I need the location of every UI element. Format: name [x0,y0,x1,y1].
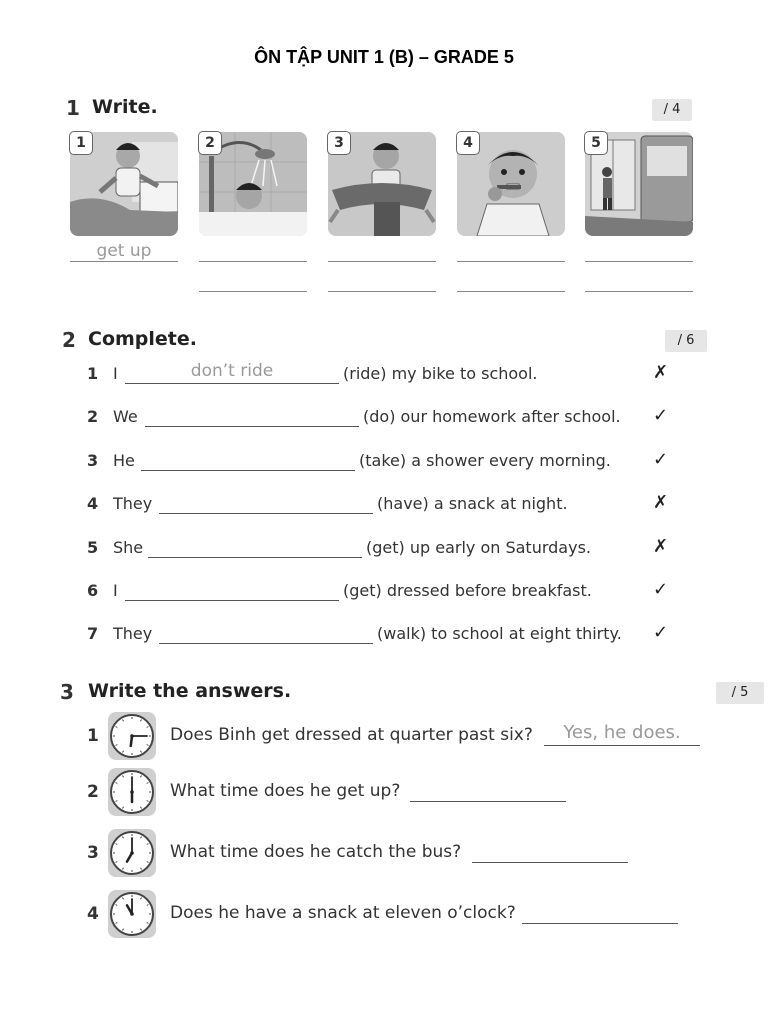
clock-quarter-past-six-icon [108,712,156,760]
section1-score: / 4 [652,99,692,121]
answer-line[interactable] [199,291,307,292]
picture-1-answer: get up [96,241,152,261]
tick-mark: ✓ [653,449,669,470]
row-number: 3 [87,843,99,863]
cross-mark: ✗ [653,362,669,383]
row-text: (walk) to school at eight thirty. [377,624,622,643]
row-subject: I [113,364,118,383]
cross-mark: ✗ [653,536,669,557]
row-subject: They [113,624,153,643]
row-text: (do) our homework after school. [363,407,621,426]
row-number: 4 [87,904,99,924]
section1-heading: Write. [92,96,158,118]
picture-number: 1 [69,131,93,155]
section3-score: / 5 [716,682,764,704]
picture-2 [199,132,307,236]
tick-mark: ✓ [653,579,669,600]
section3-number: 3 [60,680,74,704]
complete-row [0,451,768,477]
question-text: What time does he catch the bus? [170,842,462,862]
question-answer: Yes, he does. [563,722,681,743]
complete-row [0,361,768,390]
section2-heading: Complete. [88,328,197,350]
answer-line[interactable] [328,261,436,262]
page-title: ÔN TẬP UNIT 1 (B) – GRADE 5 [254,47,514,67]
row-number: 4 [87,494,99,513]
question-text: What time does he get up? [170,781,401,801]
answer-blank[interactable] [141,470,355,471]
answer-blank[interactable] [544,745,700,746]
section1-number: 1 [66,96,80,120]
answer-line[interactable] [199,261,307,262]
answer-line[interactable] [457,291,565,292]
answer-blank[interactable] [125,383,339,384]
complete-row [0,538,768,564]
picture-3 [328,132,436,236]
section3-heading: Write the answers. [88,680,292,702]
picture-4 [457,132,565,236]
answer-blank[interactable] [125,600,339,601]
row-number: 3 [87,451,99,470]
row-number: 7 [87,624,99,643]
row-number: 1 [87,726,99,746]
row-subject: They [113,494,153,513]
answer-blank[interactable] [472,862,628,863]
complete-row [0,624,768,650]
row-subject: I [113,581,118,600]
picture-1 [70,132,178,236]
answer-row [0,829,768,881]
question-text: Does Binh get dressed at quarter past six? [170,725,533,745]
cross-mark: ✗ [653,492,669,513]
row-number: 6 [87,581,99,600]
answer-blank[interactable] [159,643,373,644]
answer-blank[interactable] [159,513,373,514]
tick-mark: ✓ [653,622,669,643]
row-text: (have) a snack at night. [377,494,568,513]
clock-eleven-oclock-icon [108,890,156,938]
question-text: Does he have a snack at eleven o’clock? [170,903,516,923]
picture-5 [585,132,693,236]
row-text: (ride) my bike to school. [343,364,538,383]
answer-blank[interactable] [522,923,678,924]
row-number: 2 [87,407,99,426]
section2-score: / 6 [665,330,707,352]
complete-row [0,407,768,433]
picture-number: 4 [456,131,480,155]
answer-line[interactable] [70,261,178,262]
row-number: 2 [87,782,99,802]
row-subject: He [113,451,135,470]
complete-row [0,494,768,520]
complete-row [0,581,768,607]
answer-blank[interactable] [410,801,566,802]
row-answer: don’t ride [190,361,274,381]
clock-six-oclock-icon [108,768,156,816]
tick-mark: ✓ [653,405,669,426]
row-number: 5 [87,538,99,557]
answer-blank[interactable] [148,557,362,558]
picture-number: 2 [198,131,222,155]
row-text: (get) dressed before breakfast. [343,581,592,600]
row-text: (take) a shower every morning. [359,451,611,470]
answer-line[interactable] [585,291,693,292]
answer-row [0,712,768,764]
row-text: (get) up early on Saturdays. [366,538,591,557]
clock-seven-oclock-icon [108,829,156,877]
answer-line[interactable] [585,261,693,262]
row-subject: We [113,407,138,426]
answer-blank[interactable] [145,426,359,427]
row-number: 1 [87,364,99,383]
answer-row [0,768,768,820]
picture-number: 3 [327,131,351,155]
answer-line[interactable] [457,261,565,262]
answer-row [0,890,768,942]
picture-number: 5 [584,131,608,155]
row-subject: She [113,538,144,557]
section2-number: 2 [62,328,76,352]
answer-line[interactable] [328,291,436,292]
